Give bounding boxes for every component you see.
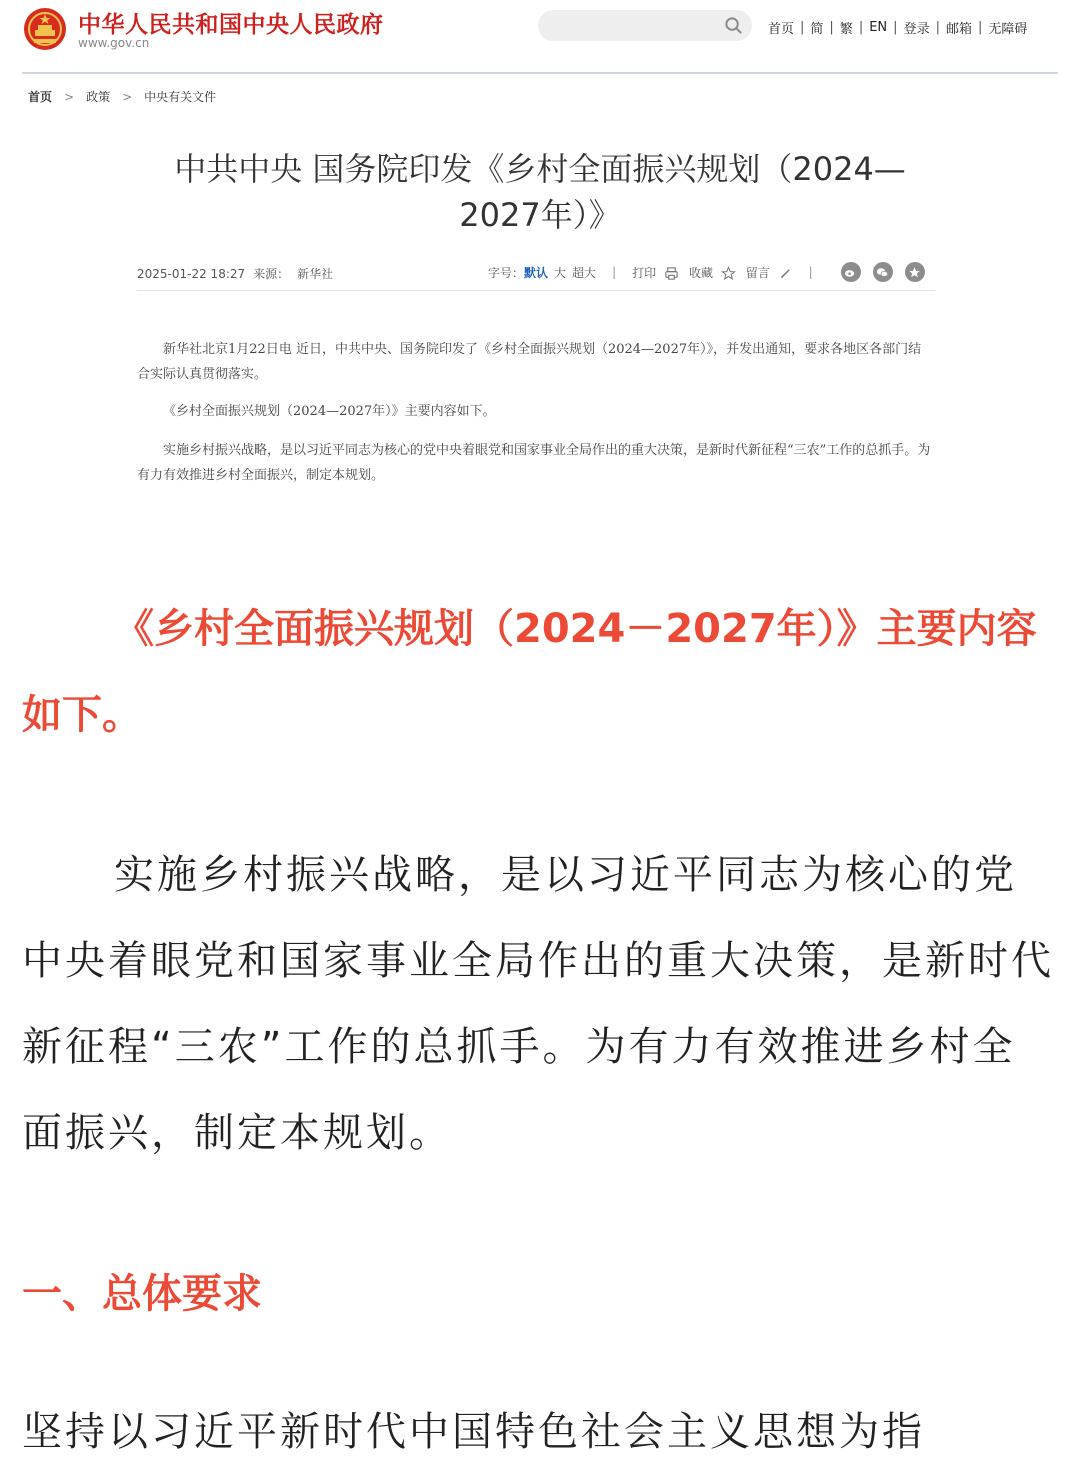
paragraph-text: 新华社北京1月22日电 近日，中共中央、国务院印发了《乡村全面振兴规划（2024—2027年）》，并发出通知，要求各地区各部门结合实际认真贯彻落实。 bbox=[137, 342, 922, 382]
main-content-heading: 《乡村全面振兴规划（2024－2027年）》主要内容如下。 bbox=[22, 606, 1037, 738]
nav-mail[interactable]: 邮箱 bbox=[945, 22, 972, 37]
nav-traditional[interactable]: 繁 bbox=[839, 22, 853, 37]
chevron-right-icon: > bbox=[64, 89, 75, 104]
section-heading-overall-requirements: 一、总体要求 bbox=[22, 1271, 262, 1317]
breadcrumb-policy[interactable]: 政策 bbox=[86, 90, 111, 104]
favorite-label: 收藏 bbox=[688, 265, 713, 280]
chevron-right-icon: > bbox=[122, 89, 133, 104]
site-url: www.gov.cn bbox=[78, 36, 150, 50]
star-outline-icon bbox=[721, 266, 736, 281]
article-paragraph-1 bbox=[137, 337, 933, 387]
top-nav bbox=[768, 18, 1027, 37]
star-icon[interactable] bbox=[905, 262, 925, 282]
nav-simplified[interactable]: 简 bbox=[810, 22, 824, 37]
site-title[interactable]: 中华人民共和国中央人民政府 bbox=[78, 12, 384, 38]
paragraph-text: 实施乡村振兴战略，是以习近平同志为核心的党中央着眼党和国家事业全局作出的重大决策，是新时代新征程“三农”工作的总抓手。为有力有效推进乡村全面振兴，制定本规划。 bbox=[137, 443, 931, 483]
article-title: 中共中央 国务院印发《乡村全面振兴规划（2024—2027年）》 bbox=[174, 150, 906, 234]
nav-separator: | bbox=[893, 20, 898, 35]
nav-home[interactable]: 首页 bbox=[768, 22, 795, 37]
nav-separator: | bbox=[977, 20, 983, 35]
intro-paragraph: 实施乡村振兴战略，是以习近平同志为核心的党中央着眼党和国家事业全局作出的重大决策，是新时代新征程“三农”工作的总抓手。为有力有效推进乡村全面振兴，制定本规划。 bbox=[22, 852, 1054, 1156]
favorite-button[interactable] bbox=[689, 264, 736, 281]
article-tools bbox=[488, 262, 925, 282]
font-size-large[interactable]: 大 bbox=[554, 265, 567, 280]
nav-separator: | bbox=[800, 20, 805, 35]
tools-separator: | bbox=[808, 265, 813, 279]
nav-separator: | bbox=[935, 20, 940, 35]
breadcrumb bbox=[28, 88, 216, 105]
comment-label: 留言 bbox=[745, 265, 770, 280]
printer-icon bbox=[664, 266, 679, 281]
article-meta bbox=[137, 265, 341, 282]
nav-english[interactable]: EN bbox=[869, 20, 888, 35]
source-name: 新华社 bbox=[297, 267, 334, 281]
search-input[interactable] bbox=[538, 10, 752, 41]
print-label: 打印 bbox=[632, 265, 657, 280]
print-button[interactable] bbox=[632, 264, 679, 281]
nav-separator: | bbox=[829, 20, 834, 35]
comment-button[interactable] bbox=[746, 264, 793, 281]
article-paragraph-3 bbox=[137, 438, 933, 488]
search-icon[interactable] bbox=[724, 16, 743, 35]
national-emblem-logo[interactable] bbox=[22, 6, 68, 52]
breadcrumb-central-docs[interactable]: 中央有关文件 bbox=[144, 90, 217, 104]
font-size-xlarge[interactable]: 超大 bbox=[572, 265, 597, 280]
nav-accessibility[interactable]: 无障碍 bbox=[988, 22, 1028, 37]
paragraph-text: 《乡村全面振兴规划（2024—2027年）》主要内容如下。 bbox=[163, 404, 496, 419]
source-label: 来源： bbox=[253, 267, 290, 281]
font-size-default[interactable]: 默认 bbox=[524, 265, 549, 280]
font-size-label: 字号： bbox=[488, 265, 525, 280]
section-paragraph-start: 坚持以习近平新时代中国特色社会主义思想为指 bbox=[22, 1409, 925, 1455]
weibo-icon[interactable] bbox=[841, 262, 861, 282]
wechat-icon[interactable] bbox=[873, 262, 893, 282]
article-paragraph-2 bbox=[137, 399, 933, 424]
publish-date: 2025-01-22 18:27 bbox=[137, 267, 246, 281]
header-divider bbox=[22, 72, 1058, 74]
nav-login[interactable]: 登录 bbox=[903, 22, 930, 37]
nav-separator: | bbox=[858, 20, 864, 35]
meta-divider bbox=[137, 290, 935, 291]
pencil-icon bbox=[778, 266, 793, 281]
tools-separator: | bbox=[612, 265, 617, 279]
breadcrumb-home[interactable]: 首页 bbox=[28, 90, 53, 104]
